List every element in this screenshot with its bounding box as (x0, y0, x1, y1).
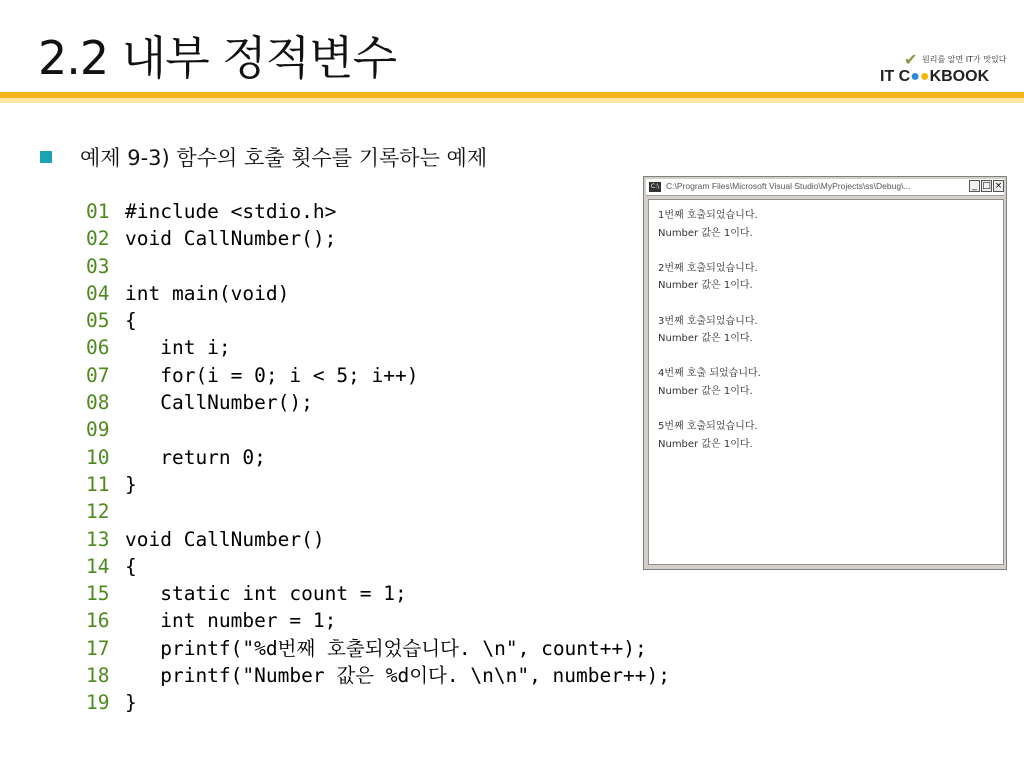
line-code: { (125, 554, 137, 578)
line-number: 01 (86, 200, 110, 223)
line-number: 15 (86, 582, 110, 606)
console-line: 1번째 호출되었습니다. (658, 210, 758, 221)
line-number: 11 (86, 472, 110, 496)
maximize-button[interactable]: □ (982, 181, 991, 191)
console-line: 2번째 호출되었습니다. (658, 262, 758, 274)
line-number: 14 (86, 554, 110, 578)
line-number: 18 (86, 664, 110, 688)
line-number: 19 (86, 691, 110, 715)
code-line (86, 416, 670, 443)
code-line (86, 253, 670, 280)
line-code: int number = 1; (125, 609, 337, 633)
console-window-title: C:\Program Files\Microsoft Visual Studio\MyProjects\ss\Debug\... (666, 181, 911, 191)
line-number: 16 (86, 609, 110, 633)
console-line: Number 값은 1이다. (658, 227, 753, 239)
console-titlebar[interactable] (646, 179, 1004, 196)
code-line (86, 280, 670, 307)
it-cookbook-logo (880, 48, 1010, 90)
example-heading: 예제 9-3) 함수의 호출 횟수를 기록하는 예제 (80, 146, 488, 170)
line-code: printf("Number 값은 %d이다. \n\n", number++); (125, 664, 670, 688)
code-line (86, 607, 670, 634)
code-line (86, 444, 670, 471)
console-window (643, 176, 1007, 570)
logo-tagline: 원리를 알면 IT가 맛있다 (922, 55, 1007, 64)
line-number: 10 (86, 445, 110, 469)
minimize-button[interactable]: _ (969, 180, 980, 192)
line-number: 05 (86, 309, 110, 333)
line-number: 12 (86, 500, 110, 524)
line-code: #include <stdio.h> (125, 200, 337, 223)
console-line (658, 295, 1003, 313)
bullet-square-icon (40, 151, 52, 163)
line-code: static int count = 1; (125, 582, 407, 606)
console-line: 5번째 호출되었습니다. (658, 421, 758, 433)
console-line: 4번째 호출 되었습니다. (658, 368, 761, 380)
example-heading-row (40, 142, 487, 172)
line-code: int main(void) (125, 281, 290, 305)
line-code: void CallNumber(); (125, 227, 337, 251)
code-line (86, 225, 670, 252)
close-button[interactable]: × (994, 181, 1003, 191)
line-code: return 0; (125, 445, 266, 469)
line-number: 13 (86, 527, 110, 551)
line-code: } (125, 691, 137, 715)
line-number: 07 (86, 363, 110, 387)
console-line: Number 값은 1이다. (658, 438, 753, 450)
line-number: 06 (86, 336, 110, 360)
line-number: 08 (86, 391, 110, 415)
console-app-icon: C:\ (650, 183, 660, 190)
line-code: void CallNumber() (125, 527, 325, 551)
line-code: { (125, 309, 137, 333)
slide-title: 2.2 내부 정적변수 (38, 31, 397, 85)
console-line (658, 348, 1003, 366)
code-line (86, 471, 670, 498)
line-code: int i; (125, 336, 231, 360)
line-code: printf("%d번째 호출되었습니다. \n", count++); (125, 636, 647, 660)
code-line (86, 689, 670, 716)
code-line (86, 526, 670, 553)
line-code: } (125, 472, 137, 496)
console-line (658, 401, 1003, 419)
code-line (86, 580, 670, 607)
code-line (86, 334, 670, 361)
code-line (86, 553, 670, 580)
line-number: 17 (86, 636, 110, 660)
code-line (86, 307, 670, 334)
code-line (86, 389, 670, 416)
code-line (86, 362, 670, 389)
code-line (86, 498, 670, 525)
line-number: 09 (86, 418, 110, 442)
line-code: CallNumber(); (125, 391, 313, 415)
console-line: Number 값은 1이다. (658, 333, 753, 345)
line-number: 03 (86, 254, 110, 278)
line-number: 04 (86, 281, 110, 305)
console-output (648, 199, 1004, 565)
console-line: Number 값은 1이다. (658, 280, 753, 292)
logo-brand: IT C●●KBOOK (880, 68, 990, 85)
checkmark-icon: ✔ (904, 50, 918, 69)
code-line (86, 662, 670, 689)
header-accent-band-light (0, 98, 1024, 103)
code-line (86, 198, 670, 225)
console-line: Number 값은 1이다. (658, 385, 753, 397)
line-number: 02 (86, 227, 110, 251)
code-listing (86, 198, 670, 717)
code-line (86, 635, 670, 662)
console-line (658, 242, 1003, 260)
console-line: 3번째 호출되었습니다. (658, 315, 758, 327)
line-code: for(i = 0; i < 5; i++) (125, 363, 419, 387)
